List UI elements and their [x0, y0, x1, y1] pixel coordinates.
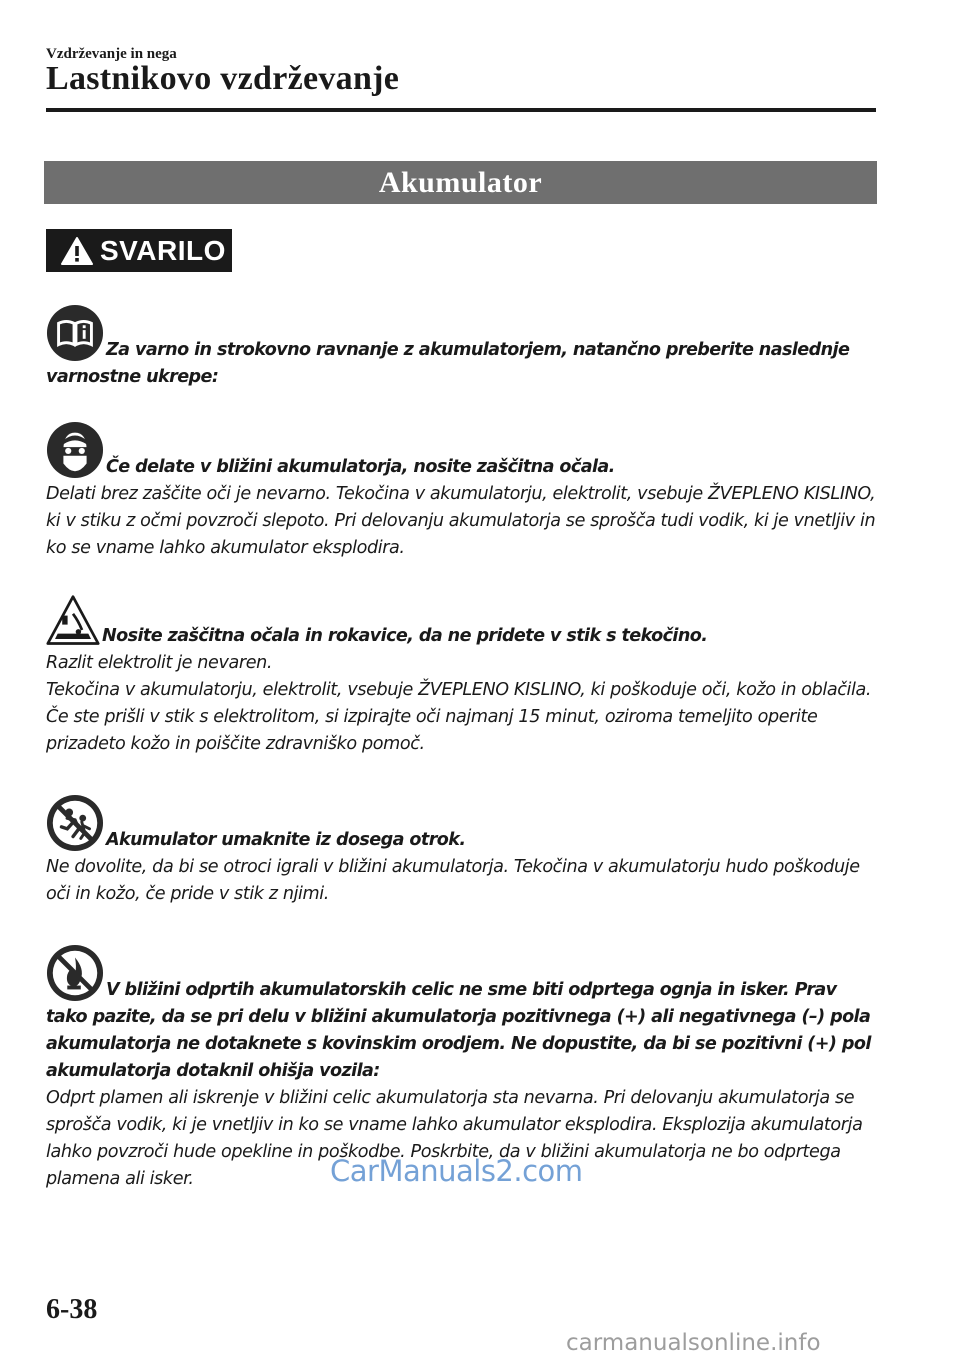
topic-title-bar: Akumulator — [44, 161, 877, 204]
section-title: Lastnikovo vzdrževanje — [46, 60, 400, 97]
keep-children-away-icon — [46, 794, 104, 852]
watermark-carmanuals2: CarManuals2.com — [330, 1154, 583, 1188]
safety-item-read-manual — [46, 304, 878, 391]
corrosive-warning-icon — [46, 594, 100, 648]
warning-badge — [46, 229, 232, 272]
item-corrosive-text-2: Tekočina v akumulatorju, elektrolit, vsebuje ŽVEPLENO KISLINO, ki poškoduje oči, kožo in oblačila. Če ste prišli v stik s elektrolitom, si izpirajte oči najmanj 15 minut, oziroma temeljito operite prizadeto kožo in poiščite zdravniško pomoč. — [46, 680, 872, 754]
warning-triangle-icon — [60, 236, 94, 266]
item-goggles-heading: Če delate v bližini akumulatorja, nosite zaščitna očala. — [106, 457, 615, 477]
item-goggles-text: Delati brez zaščite oči je nevarno. Tekočina v akumulatorju, elektrolit, vsebuje ŽVEPLENO KISLINO, ki v stiku z očmi povzroči slepoto. Pri delovanju akumulatorja se sprošča tudi vodik, ki je vnetljiv in ko se vname lahko akumulator eksplodira. — [46, 484, 876, 558]
title-rule — [46, 108, 876, 112]
chapter-label: Vzdrževanje in nega — [46, 46, 177, 62]
item-children-heading: Akumulator umaknite iz dosega otrok. — [106, 830, 466, 850]
page-number: 6-38 — [46, 1294, 98, 1325]
safety-item-goggles — [46, 421, 878, 562]
safety-goggles-icon — [46, 421, 104, 479]
item-no-flame-text: Odprt plamen ali iskrenje v bližini celic akumulatorja sta nevarna. Pri delovanju akumulatorja se sprošča vodik, ki je vnetljiv in ko se vname lahko akumulator eksplodira. Eksplozija akumulatorja lahko povzroči hude opekline in poškodbe. Poskrbite, da v bližini akumulatorja ne bo odprtega plamena ali isker. — [46, 1088, 863, 1189]
warning-label: SVARILO — [100, 234, 226, 266]
item-read-manual-heading: Za varno in strokovno ravnanje z akumulatorjem, natančno preberite naslednje varnostne ukrepe: — [46, 340, 850, 387]
safety-item-children — [46, 794, 878, 908]
item-corrosive-text: Razlit elektrolit je nevaren. — [46, 653, 273, 673]
read-manual-icon — [46, 304, 104, 362]
item-children-text: Ne dovolite, da bi se otroci igrali v bližini akumulatorja. Tekočina v akumulatorju hudo poškoduje oči in kožo, če pride v stik z njimi. — [46, 857, 860, 904]
item-no-flame-heading: V bližini odprtih akumulatorskih celic ne sme biti odprtega ognja in isker. Prav tako pazite, da se pri delu v bližini akumulatorja pozitivnega (+) ali negativnega (–) pola akumulatorja ne dotaknete s kovinskim orodjem. Ne dopustite, da bi se pozitivni (+) pol akumulatorja dotaknil ohišja vozila: — [46, 980, 871, 1081]
no-open-flame-icon — [46, 944, 104, 1002]
safety-item-corrosive — [46, 594, 878, 758]
item-corrosive-heading: Nosite zaščitna očala in rokavice, da ne pridete v stik s tekočino. — [102, 626, 708, 646]
watermark-carmanualsonline: carmanualsonline.info — [566, 1330, 821, 1356]
